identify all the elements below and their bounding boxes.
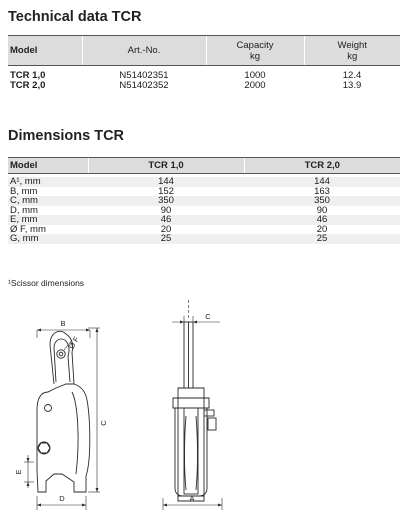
weight-cell: 12.4 — [342, 70, 362, 81]
dimension-label-d: D — [59, 494, 65, 503]
header-tcr-1: TCR 1,0 — [88, 158, 244, 174]
model-cell: TCR 1,0 — [10, 70, 46, 81]
dimension-label: G, mm — [8, 234, 88, 244]
header-tcr-2: TCR 2,0 — [244, 158, 400, 174]
header-weight-label: Weight — [337, 39, 367, 51]
clamp-front-view — [37, 331, 90, 492]
header-model: Model — [8, 158, 88, 174]
side-dimension-lines — [163, 300, 222, 510]
dimension-value-tcr-1: 350 — [88, 196, 244, 206]
dimension-value-tcr-1: 152 — [158, 185, 174, 197]
model-cell: TCR 2,0 — [10, 79, 46, 91]
dimension-value-tcr-2: 46 — [244, 215, 400, 225]
dimension-value-tcr-2: 350 — [244, 196, 400, 206]
dimension-value-tcr-2: 144 — [244, 177, 400, 187]
dimension-value-tcr-2: 90 — [316, 204, 328, 216]
dimension-label-a: A — [189, 494, 195, 503]
weight-cell: 13.9 — [342, 79, 362, 91]
dimension-label: A¹, mm — [8, 177, 88, 187]
dimension-label-b: B — [60, 319, 66, 328]
dimension-value-tcr-1: 20 — [160, 223, 172, 235]
dimension-value-tcr-2: 163 — [314, 185, 330, 197]
dimension-label: Ø F, mm — [10, 223, 46, 235]
header-capacity-label: Capacity — [236, 39, 274, 51]
dimension-value-tcr-1: 25 — [88, 234, 244, 244]
dimension-value-tcr-1: 90 — [160, 204, 172, 216]
capacity-cell: 2000 — [244, 79, 266, 91]
capacity-cell: 1000 — [244, 70, 266, 81]
dimensions-title: Dimensions TCR — [8, 128, 125, 144]
footnote: ¹Scissor dimensions — [8, 278, 85, 288]
technical-data-title: Technical data TCR — [8, 9, 142, 25]
dimension-label-f: Ø F — [66, 335, 81, 351]
dimension-value-tcr-1: 144 — [88, 177, 244, 187]
dimension-label: D, mm — [10, 204, 38, 216]
header-capacity-unit: kg — [249, 50, 261, 62]
dimension-value-tcr-1: 46 — [88, 215, 244, 225]
clamp-side-view — [173, 322, 216, 501]
dimension-label-g: C — [205, 312, 211, 321]
dimension-label-e: E — [14, 469, 23, 475]
header-weight-unit: kg — [347, 50, 358, 62]
dimension-label: C, mm — [8, 196, 88, 206]
art-no-cell: N51402352 — [119, 79, 169, 91]
dimension-label-c: C — [99, 420, 108, 426]
dimension-label: E, mm — [8, 215, 88, 225]
dimension-value-tcr-2: 20 — [316, 223, 328, 235]
header-art-no: Art.-No. — [82, 36, 206, 66]
dimension-value-tcr-2: 25 — [244, 234, 400, 244]
dimension-label: B, mm — [10, 185, 38, 197]
art-no-cell: N51402351 — [119, 70, 169, 81]
header-model: Model — [8, 36, 82, 66]
